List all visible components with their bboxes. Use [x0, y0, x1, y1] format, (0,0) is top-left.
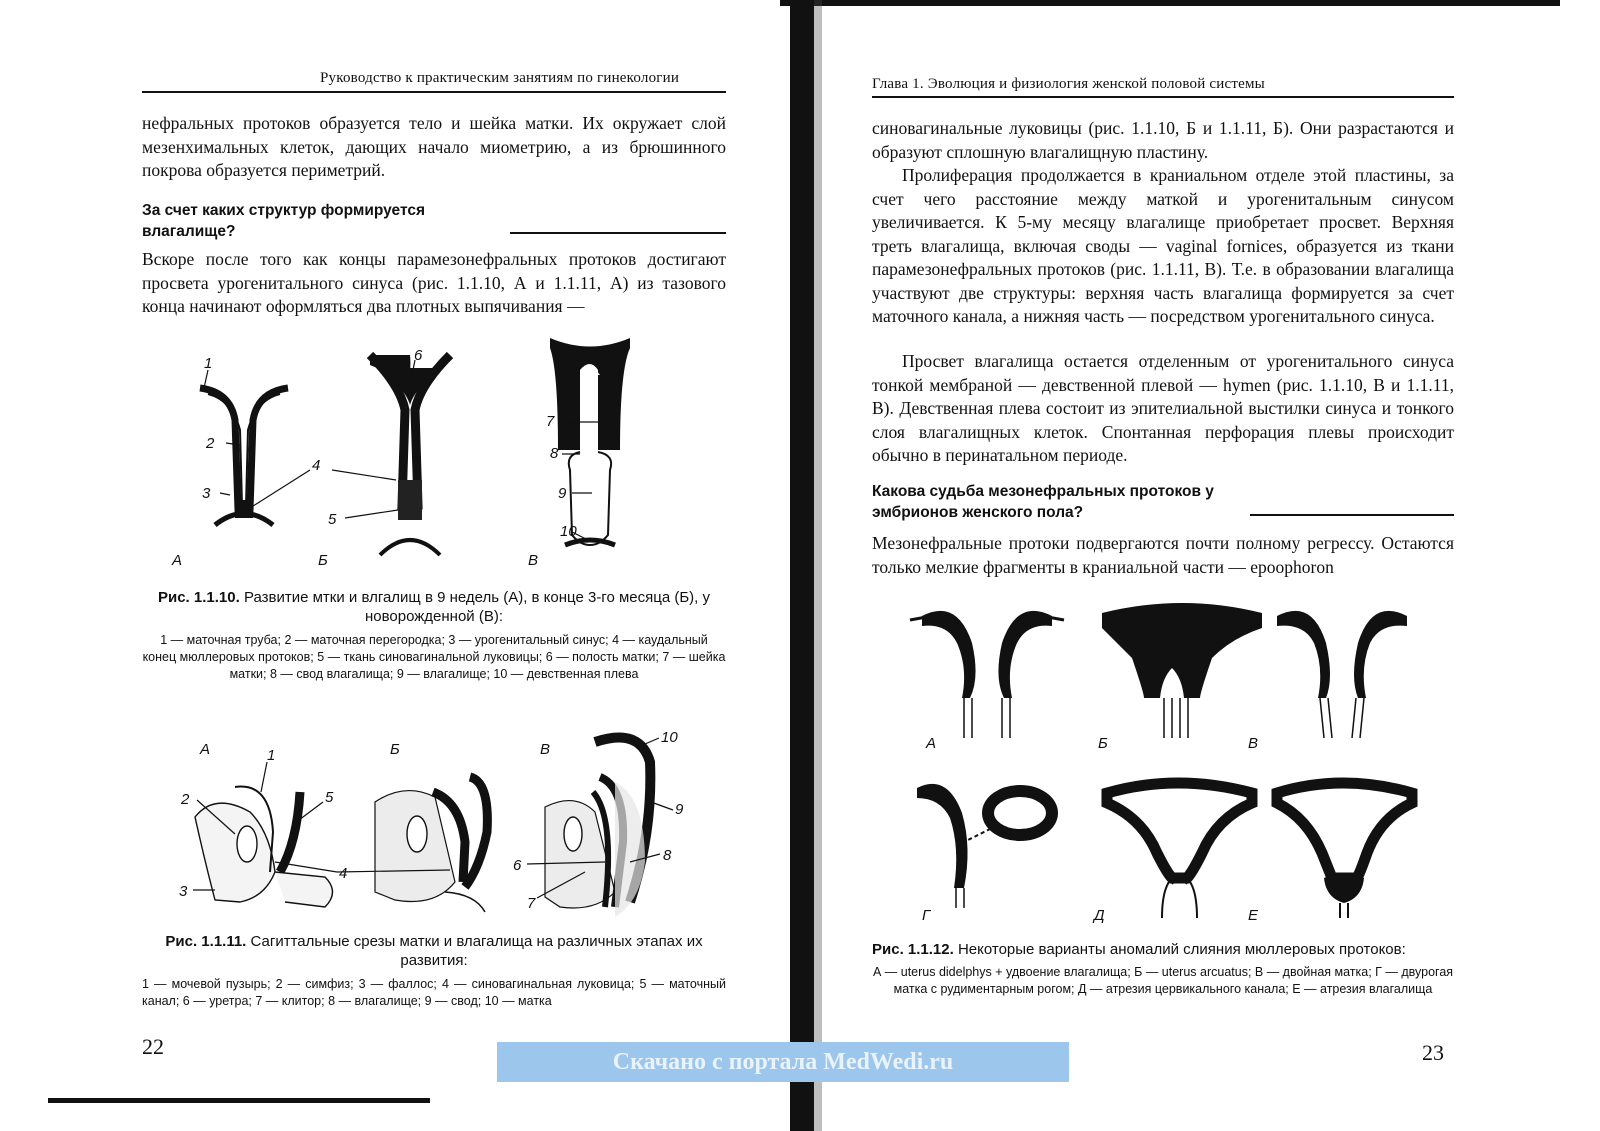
fig3-caption-text: Некоторые варианты аномалий слияния мюллеровых протоков: [957, 941, 1406, 958]
fig2-number-9: 9 [675, 801, 684, 818]
fig2-number-5: 5 [325, 789, 334, 806]
fig1-number-9: 9 [558, 485, 567, 502]
fig2-panel-a: А [200, 741, 211, 758]
fig1-panel-c-drawing [550, 338, 630, 545]
right-paragraph-1: синовагинальные луковицы (рис. 1.1.10, Б и 1.1.11, Б). Они разрастаются и образуют сплошную влагалищную пластину. [872, 118, 1454, 162]
right-paragraph-2: Пролиферация продолжается в краниальном отделе этой пластины, за счет чего расстояние между маткой и урогенитальным синусом увеличивается. К 5-му месяцу влагалище приобретает просвет. Верхняя треть влагалища, включая своды — vaginal fornices, образуется из ткани парамезонефральных протоков (рис. 1.1.11, В). Т.е. в образовании влагалища участвуют две структуры: верхняя часть влагалища формируется за счет маточного канала, а нижняя часть — посредством урогенитального синуса. [872, 165, 1454, 326]
fig1-number-3: 3 [202, 485, 211, 502]
header-rule-right [872, 96, 1454, 98]
fig1-caption-label: Рис. 1.1.10. [157, 589, 240, 606]
fig2-number-3: 3 [179, 883, 188, 900]
figure-1-1-11-legend: 1 — мочевой пузырь; 2 — симфиз; 3 — фаллос; 4 — синовагинальная луковица; 5 — маточный канал; 6 — уретра; 7 — клитор; 8 — влагалище; 9 — свод; 10 — матка [142, 977, 726, 1008]
fig1-panel-a: А [172, 552, 183, 569]
fig3-panel-b: Б [1098, 735, 1108, 752]
fig1-number-7: 7 [546, 413, 555, 430]
fig1-panel-a-drawing [200, 388, 288, 525]
fig2-panel-c-drawing [545, 738, 650, 918]
right-paragraph-3: Просвет влагалища остается отделенным от урогенитального синуса тонкой мембраной — девственной плевой — hymen (рис. 1.1.10, В и 1.1.11, В). Девственная плева состоит из эпителиальной выстилки синуса и тонкого слоя влагалищных клеток. Спонтанная перфорация плевы происходит обычно в перинатальном периоде. [872, 351, 1454, 465]
figure-1-1-12-caption [872, 940, 1454, 959]
fig2-panel-a-drawing [195, 787, 333, 907]
fig2-number-2: 2 [181, 791, 190, 808]
fig1-number-10: 10 [560, 523, 577, 540]
fig3-panel-b-drawing [1102, 603, 1262, 738]
book-spine-shadow [790, 0, 814, 1131]
fig2-number-6: 6 [513, 857, 522, 874]
fig1-number-6: 6 [414, 347, 423, 364]
fig2-number-10: 10 [661, 729, 678, 746]
right-page [822, 0, 1600, 1131]
right-paragraph-4: Мезонефральные протоки подвергаются почти полному регрессу. Остаются только мелкие фрагменты в краниальной части — epoophoron [872, 533, 1454, 577]
fig2-caption-label: Рис. 1.1.11. [165, 933, 247, 950]
figure-1-1-11-caption [142, 932, 726, 970]
fig2-panel-c: В [540, 741, 551, 758]
fig3-panel-c: В [1248, 735, 1259, 752]
fig3-panel-e-drawing [1107, 783, 1252, 918]
fig1-number-1: 1 [204, 355, 213, 372]
fig3-panel-f: Е [1248, 907, 1259, 924]
fig1-caption-text: Развитие мтки и влгалищ в 9 недель (А), в конце 3-го месяца (Б), у новорожденной (В): [243, 589, 711, 625]
fig2-number-4: 4 [339, 865, 348, 882]
figure-1-1-12-legend: А — uterus didelphys + удвоение влагалища; Б — uterus arcuatus; В — двойная матка; Г — двурогая матка с рудиментарным рогом; Д — атрезия цервикального канала; Е — атрезия влагалища [872, 965, 1454, 996]
fig3-panel-c-drawing [1277, 611, 1407, 738]
fig2-number-1: 1 [267, 747, 276, 764]
header-rule-left [142, 91, 726, 93]
left-page [0, 0, 790, 1131]
running-head-right: Глава 1. Эволюция и физиология женской половой системы [872, 76, 1265, 92]
fig2-caption-text: Сагиттальные срезы матки и влагалища на различных этапах их развития: [250, 933, 703, 969]
running-head-left: Руководство к практическим занятиям по гинекологии [320, 70, 680, 86]
left-paragraph-1: нефральных протоков образуется тело и шейка матки. Их окружает слой мезенхимальных клеток, дающих начало миометрию, а из брюшинного покрова образуется периметрий. [142, 113, 726, 180]
scan-edge-bottom [48, 1098, 430, 1103]
fig1-number-8: 8 [550, 445, 559, 462]
fig2-number-7: 7 [527, 895, 536, 912]
fig2-number-8: 8 [663, 847, 672, 864]
fig3-panel-d-drawing [917, 784, 1052, 908]
question-rule-right [1250, 514, 1454, 516]
fig3-caption-label: Рис. 1.1.12. [872, 941, 954, 958]
fig3-panel-e: Д [1094, 907, 1105, 924]
fig1-number-4: 4 [312, 457, 321, 474]
fig1-panel-c: В [528, 552, 539, 569]
fig3-panel-a-drawing [910, 611, 1064, 738]
download-watermark-banner: Скачано с портала MedWedi.ru [497, 1042, 1069, 1082]
fig3-panel-d: Г [922, 907, 931, 924]
book-spine-shade [814, 0, 822, 1131]
page-number-right: 23 [1422, 1040, 1444, 1065]
fig1-number-5: 5 [328, 511, 337, 528]
page-number-left: 22 [142, 1034, 164, 1059]
figure-1-1-10-caption [142, 588, 726, 626]
right-question-heading: Какова судьба мезонефральных протоков у эмбрионов женского пола? [872, 483, 1214, 521]
fig3-panel-f-drawing [1277, 783, 1412, 918]
left-paragraph-2: Вскоре после того как концы парамезонефральных протоков достигают просвета урогенитального синуса (рис. 1.1.10, А и 1.1.11, А) из тазового конца начинают оформляться два плотных выпячивания — [142, 249, 726, 316]
fig2-panel-b: Б [390, 741, 400, 758]
left-question-heading: За счет каких структур формируется влагалище? [142, 202, 426, 240]
fig1-number-2: 2 [206, 435, 215, 452]
fig2-panel-b-drawing [375, 777, 487, 912]
figure-1-1-10 [160, 330, 720, 580]
fig1-panel-b: Б [318, 552, 328, 569]
figure-1-1-10-legend: 1 — маточная труба; 2 — маточная перегородка; 3 — урогенитальный синус; 4 — каудальный конец мюллеровых протоков; 5 — ткань синовагинальной луковицы; 6 — полость матки; 7 — шейка матки; 8 — свод влагалища; 9 — влагалище; 10 — девственная плева [142, 633, 726, 681]
figure-1-1-11 [175, 722, 715, 922]
fig3-panel-a: А [926, 735, 937, 752]
question-rule-left [510, 232, 726, 234]
figure-1-1-12 [902, 598, 1442, 928]
